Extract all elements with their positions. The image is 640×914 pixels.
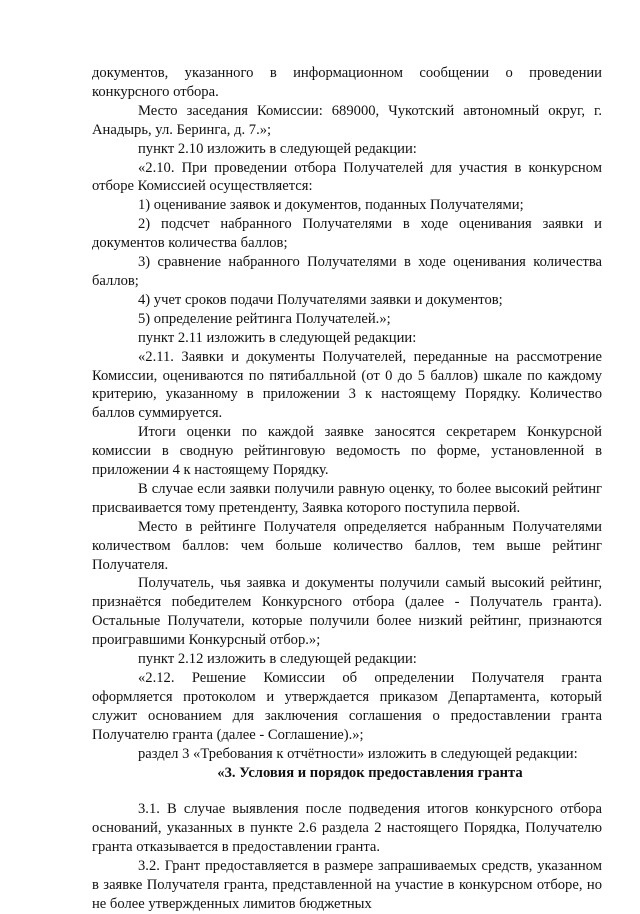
paragraph: Место заседания Комиссии: 689000, Чукотский автономный округ, г. Анадырь, ул. Беринга, д. 7.»; <box>92 102 602 138</box>
section-title: «3. Условия и порядок предоставления гранта <box>217 764 523 781</box>
paragraph: 5) определение рейтинга Получателей.»; <box>138 310 391 327</box>
paragraph: 1) оценивание заявок и документов, поданных Получателями; <box>138 197 524 214</box>
paragraph: 2) подсчет набранного Получателями в ходе оценивания заявки и документов количества баллов; <box>92 216 602 252</box>
paragraph: пункт 2.11 изложить в следующей редакции: <box>138 329 417 346</box>
paragraph: 3.1. В случае выявления после подведения итогов конкурсного отбора оснований, указанных в пункте 2.6 раздела 2 настоящего Порядка, Получателю гранта отказывается в предоставлении гранта. <box>92 801 602 856</box>
document-body <box>92 64 602 764</box>
paragraph: «2.10. При проведении отбора Получателей для участия в конкурсном отборе Комиссией осуществляется: <box>92 159 602 195</box>
section-body <box>92 800 602 913</box>
paragraph: Итоги оценки по каждой заявке заносятся секретарем Конкурсной комиссии в сводную рейтинговую ведомость по форме, установленной в приложении 4 к настоящему Порядку. <box>92 424 602 479</box>
paragraph: 3) сравнение набранного Получателями в ходе оценивания количества баллов; <box>92 254 602 289</box>
paragraph: документов, указанного в информационном сообщении о проведении конкурсного отбора. <box>92 65 602 100</box>
paragraph: пункт 2.10 изложить в следующей редакции: <box>138 140 417 157</box>
paragraph: Место в рейтинге Получателя определяется набранным Получателями количеством баллов: чем больше количество баллов, тем выше рейтинг Получателя. <box>92 518 602 573</box>
paragraph: пункт 2.12 изложить в следующей редакции: <box>138 651 417 668</box>
paragraph: 3.2. Грант предоставляется в размере запрашиваемых средств, указанном в заявке Получателя гранта, представленной на участие в конкурсном отборе, но не более утвержденных лимитов бюджетных <box>92 858 602 912</box>
paragraph: 4) учет сроков подачи Получателями заявки и документов; <box>138 291 503 308</box>
paragraph: Получатель, чья заявка и документы получили самый высокий рейтинг, признаётся победителем Конкурсного отбора (далее - Получатель гранта). Остальные Получатели, которые получили более низкий рейтинг, признаются проигравшими Конкурсный отбор.»; <box>92 575 602 649</box>
paragraph: В случае если заявки получили равную оценку, то более высокий рейтинг присваивается тому претенденту, Заявка которого поступила первой. <box>92 480 602 516</box>
paragraph: «2.12. Решение Комиссии об определении Получателя гранта оформляется протоколом и утверждается приказом Департамента, который служит основанием для заключения соглашения о предоставлении гранта Получателю гранта (далее - Соглашение).»; <box>92 670 602 743</box>
paragraph: раздел 3 «Требования к отчётности» изложить в следующей редакции: <box>138 745 578 762</box>
paragraph: «2.11. Заявки и документы Получателей, переданные на рассмотрение Комиссии, оцениваются по пятибалльной (от 0 до 5 баллов) шкале по каждому критерию, указанному в приложении 3 к настоящему Порядку. Количество баллов суммируется. <box>92 348 602 422</box>
